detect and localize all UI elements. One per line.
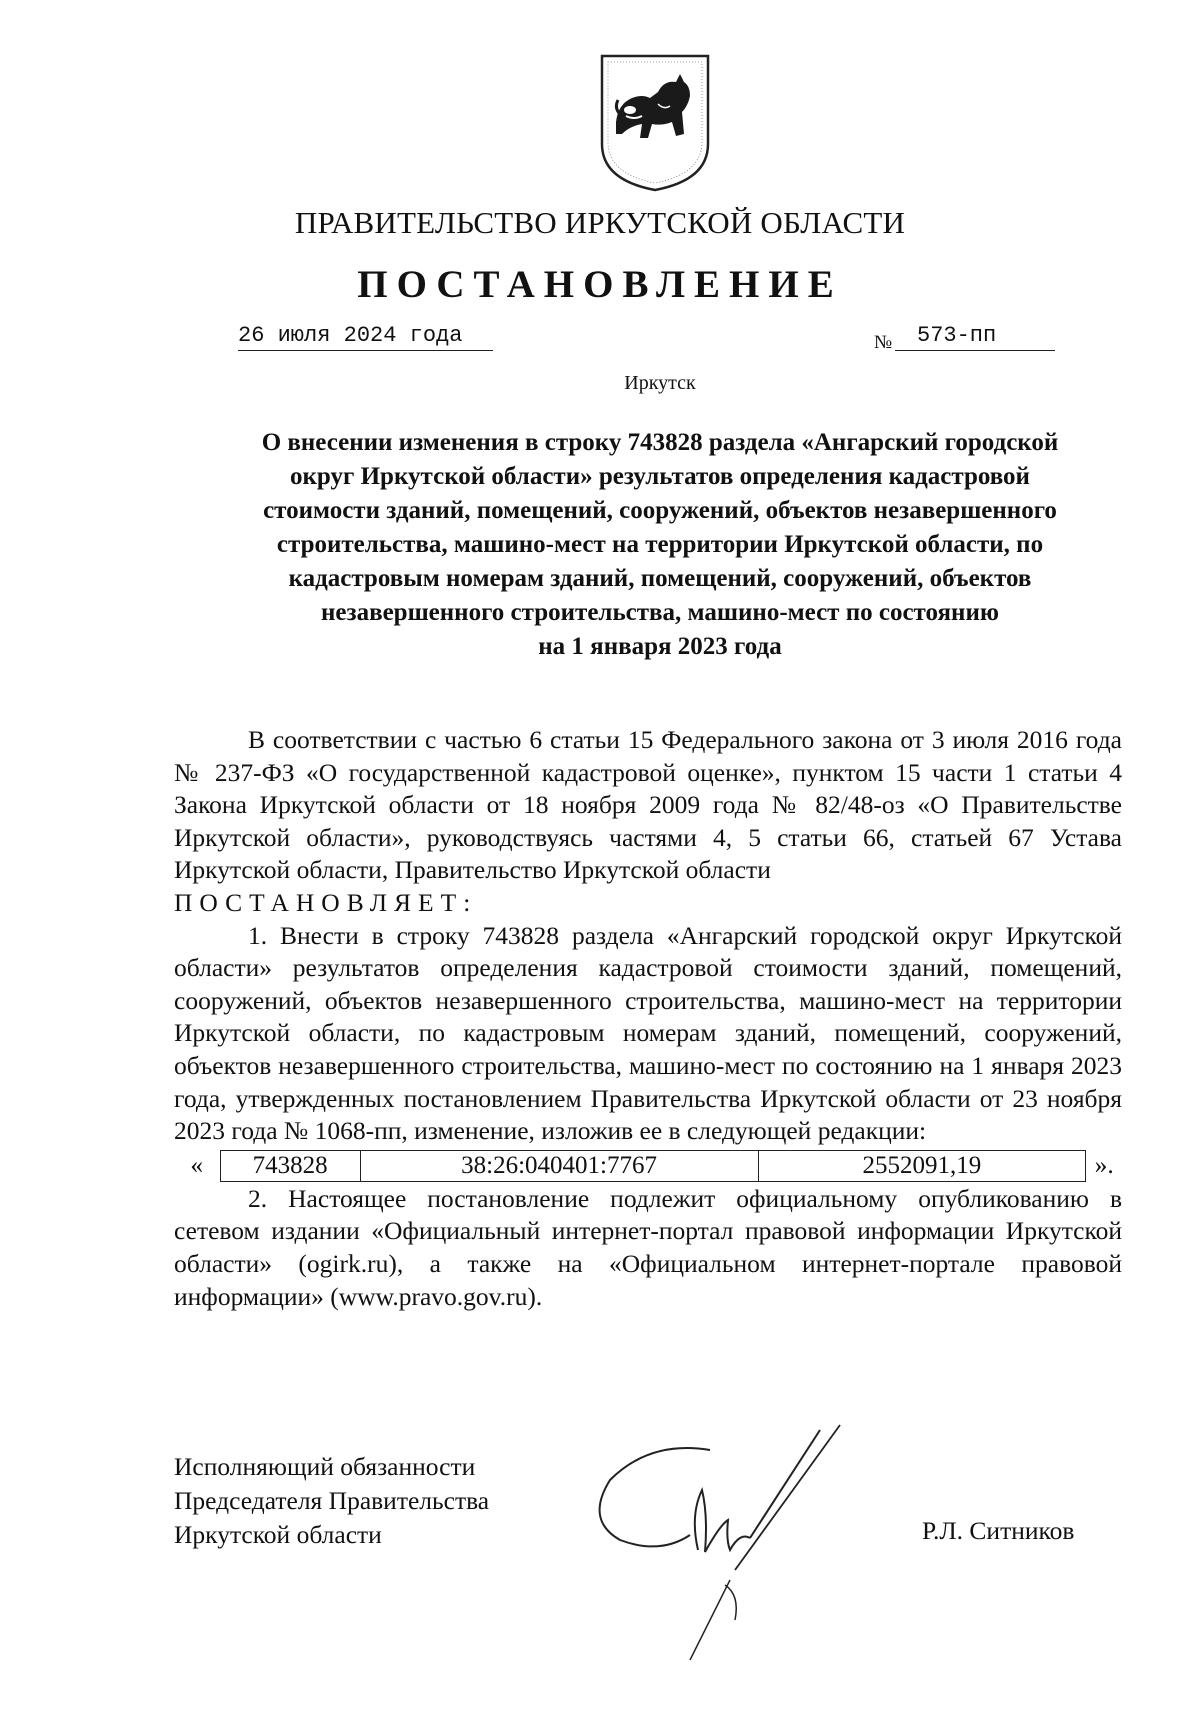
title-line: незавершенного строительства, машино-мест по состоянию: [321, 599, 999, 626]
cadastral-number-cell: 38:26:040401:7767: [360, 1150, 758, 1181]
signatory-name: Р.Л. Ситников: [922, 1516, 1075, 1545]
document-type: ПОСТАНОВЛЕНИЕ: [357, 263, 843, 306]
position-line: Иркутской области: [174, 1520, 382, 1549]
quote-close: ».: [1094, 1150, 1114, 1180]
title-line: О внесении изменения в строку 743828 раздела «Ангарский городской: [261, 429, 1059, 456]
title-line: строительства, машино-мест на территории Иркутской области, по: [276, 531, 1044, 558]
resolves-heading: ПОСТАНОВЛЯЕТ:: [174, 887, 478, 917]
position-line: Исполняющий обязанности: [174, 1452, 476, 1481]
cadastral-value-cell: 2552091,19: [758, 1150, 1086, 1181]
item-1-paragraph: 1. Внести в строку 743828 раздела «Ангарский городской округ Иркутской области» результатов определения кадастровой стоимости зданий, помещений, сооружений, объектов незавершенного строительства, машино-мест на территории Иркутской области, по кадастровым номерам зданий, помещений, сооружений, объектов незавершенного строительства, машино-мест по состоянию на 1 января 2023 года, утвержденных постановлением Правительства Иркутской области от 23 ноября 2023 года № 1068-пп, изменение, изложив ее в следующей редакции:: [174, 920, 1122, 1146]
title-line: округ Иркутской области» результатов определения кадастровой: [290, 463, 1030, 490]
preamble-paragraph: В соответствии с частью 6 статьи 15 Федерального закона от 3 июля 2016 года № 237-ФЗ «О государственной кадастровой оценке», пунктом 15 части 1 статьи 4 Закона Иркутской области от 18 ноября 2009 года № 82/48-оз «О Правительстве Иркутской области», руководствуясь частями 4, 5 статьи 66, статьей 67 Устава Иркутской области, Правительство Иркутской области: [174, 725, 1122, 885]
table-row: [220, 1150, 1086, 1181]
signatory-position: [174, 1450, 489, 1552]
row-id-cell: 743828: [220, 1150, 360, 1181]
quote-open: «: [190, 1150, 204, 1180]
item-2-paragraph: 2. Настоящее постановление подлежит официальному опубликованию в сетевом издании «Официальный интернет-портал правовой информации Иркутской области» (ogirk.ru), а также на «Официальном интернет-портале правовой информации» (www.pravo.gov.ru).: [174, 1183, 1122, 1311]
number-sign: №: [874, 332, 893, 353]
city: Иркутск: [624, 372, 696, 394]
title-line: на 1 января 2023 года: [538, 633, 782, 660]
position-line: Председателя Правительства: [174, 1486, 490, 1515]
coat-of-arms-icon: [598, 52, 712, 194]
document-date: 26 июля 2024 года: [238, 323, 493, 351]
document-number: 573-пп: [895, 323, 1055, 351]
amended-row-table: [220, 1150, 1087, 1182]
document-body: [174, 724, 1122, 1313]
title-line: кадастровым номерам зданий, помещений, сооружений, объектов: [288, 565, 1032, 592]
document-title: [180, 426, 1140, 664]
amended-row: [174, 1149, 1122, 1183]
organization-name: ПРАВИТЕЛЬСТВО ИРКУТСКОЙ ОБЛАСТИ: [294, 205, 906, 240]
title-line: стоимости зданий, помещений, сооружений, объектов незавершенного: [263, 497, 1057, 524]
handwritten-signature-icon: [590, 1420, 880, 1680]
